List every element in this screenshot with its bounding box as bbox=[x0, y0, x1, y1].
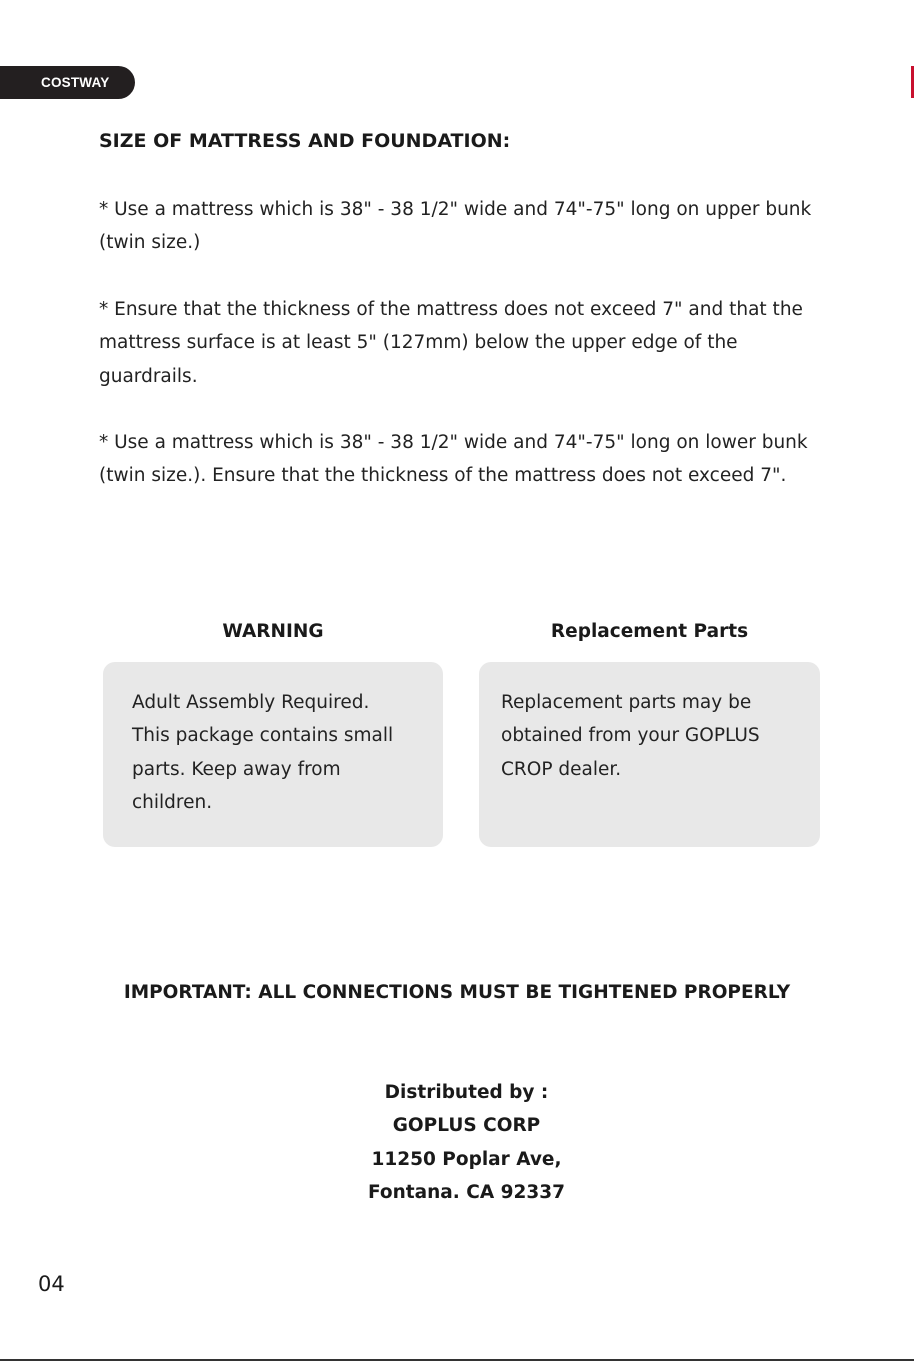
paragraph-lower-bunk-mattress: * Use a mattress which is 38" - 38 1/2" wide and 74"-75" long on lower bunk (twin size.). Ensure that the thickness of the mattress does not exceed 7". bbox=[99, 432, 808, 487]
distributor-company: GOPLUS CORP bbox=[392, 1115, 541, 1137]
replacement-line: Replacement parts may be bbox=[501, 692, 752, 713]
replacement-line: obtained from your GOPLUS bbox=[501, 725, 760, 747]
warning-line: parts. Keep away from bbox=[132, 758, 341, 780]
replacement-parts-box bbox=[479, 662, 820, 847]
important-notice: IMPORTANT: ALL CONNECTIONS MUST BE TIGHTENED PROPERLY bbox=[123, 982, 791, 1003]
warning-box bbox=[103, 662, 443, 847]
bottom-divider bbox=[0, 1359, 914, 1361]
brand-logo-tab bbox=[0, 66, 135, 99]
paragraph-mattress-thickness: * Ensure that the thickness of the mattress does not exceed 7" and that the mattress surface is at least 5" (127mm) below the upper edge of the guardrails. bbox=[99, 299, 803, 387]
distributor-label: Distributed by : bbox=[384, 1082, 549, 1103]
brand-name: COSTWAY bbox=[41, 75, 110, 90]
paragraph-upper-bunk-mattress: * Use a mattress which is 38" - 38 1/2" wide and 74"-75" long on upper bunk (twin size.) bbox=[99, 199, 812, 254]
warning-line: This package contains small bbox=[132, 725, 394, 747]
warning-heading: WARNING bbox=[222, 621, 324, 642]
warning-line: Adult Assembly Required. bbox=[132, 692, 370, 713]
page-number: 04 bbox=[38, 1272, 65, 1296]
distributor-city: Fontana. CA 92337 bbox=[368, 1181, 565, 1203]
replacement-line: CROP dealer. bbox=[501, 758, 622, 780]
replacement-parts-heading: Replacement Parts bbox=[550, 621, 749, 642]
distributor-block bbox=[0, 1076, 914, 1209]
distributor-street: 11250 Poplar Ave, bbox=[371, 1148, 562, 1170]
section-title: SIZE OF MATTRESS AND FOUNDATION: bbox=[99, 130, 511, 152]
warning-line: children. bbox=[132, 791, 213, 813]
